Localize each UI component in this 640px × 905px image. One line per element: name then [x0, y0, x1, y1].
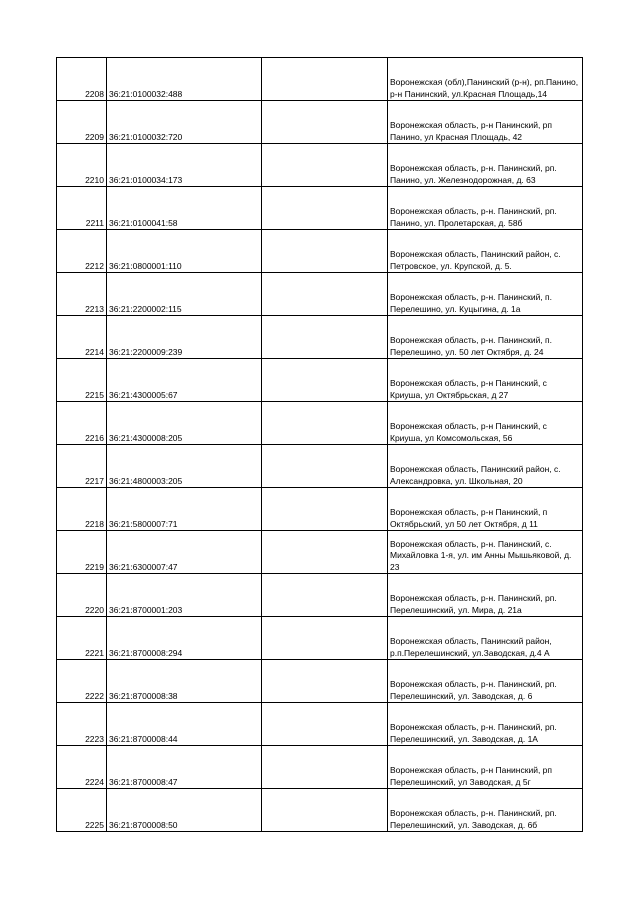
cadastral-number: 36:21:5800007:71 [107, 488, 262, 531]
cadastral-number: 36:21:0100032:488 [107, 58, 262, 101]
table-row [57, 316, 583, 359]
row-number: 2214 [57, 316, 107, 359]
table-row [57, 144, 583, 187]
address: Воронежская область, р-н Панинский, рп Перелешинский, ул Заводская, д 5г [388, 746, 583, 789]
cadastral-number: 36:21:4800003:205 [107, 445, 262, 488]
address: Воронежская область, р-н Панинский, с Криуша, ул Октябрьская, д 27 [388, 359, 583, 402]
empty-cell [262, 488, 388, 531]
address: Воронежская область, Панинский район, с. Петровское, ул. Крупской, д. 5. [388, 230, 583, 273]
table-row [57, 230, 583, 273]
row-number: 2216 [57, 402, 107, 445]
cadastral-number: 36:21:0100041:58 [107, 187, 262, 230]
table-row [57, 445, 583, 488]
cadastral-number: 36:21:4300008:205 [107, 402, 262, 445]
table-row [57, 187, 583, 230]
cadastral-number: 36:21:0100034:173 [107, 144, 262, 187]
cadastral-number: 36:21:4300005:67 [107, 359, 262, 402]
table-row [57, 273, 583, 316]
address: Воронежская область, р-н. Панинский, п. Перелешино, ул. Куцыгина, д. 1а [388, 273, 583, 316]
address: Воронежская область, р-н. Панинский, с. Михайловка 1-я, ул. им Анны Мышьяковой, д. 23 [388, 531, 583, 574]
cadastral-number: 36:21:8700008:44 [107, 703, 262, 746]
empty-cell [262, 101, 388, 144]
cadastral-number: 36:21:2200009:239 [107, 316, 262, 359]
data-table [56, 57, 583, 832]
empty-cell [262, 574, 388, 617]
cadastral-number: 36:21:0800001:110 [107, 230, 262, 273]
empty-cell [262, 273, 388, 316]
row-number: 2219 [57, 531, 107, 574]
address: Воронежская область, р-н. Панинский, рп. Перелешинский, ул. Заводская, д. 1А [388, 703, 583, 746]
cadastral-number: 36:21:8700001:203 [107, 574, 262, 617]
table-row [57, 574, 583, 617]
row-number: 2209 [57, 101, 107, 144]
table-row [57, 58, 583, 101]
address: Воронежская область, р-н. Панинский, рп. Панино, ул. Пролетарская, д. 58б [388, 187, 583, 230]
table-row [57, 488, 583, 531]
table-row [57, 359, 583, 402]
row-number: 2220 [57, 574, 107, 617]
cadastral-number: 36:21:2200002:115 [107, 273, 262, 316]
empty-cell [262, 531, 388, 574]
empty-cell [262, 230, 388, 273]
address: Воронежская область, Панинский район, с. Александровка, ул. Школьная, 20 [388, 445, 583, 488]
row-number: 2212 [57, 230, 107, 273]
empty-cell [262, 703, 388, 746]
row-number: 2215 [57, 359, 107, 402]
empty-cell [262, 316, 388, 359]
row-number: 2224 [57, 746, 107, 789]
address: Воронежская область, р-н. Панинский, рп. Перелешинский, ул. Мира, д. 21а [388, 574, 583, 617]
empty-cell [262, 445, 388, 488]
table-row [57, 703, 583, 746]
table-row [57, 789, 583, 832]
row-number: 2225 [57, 789, 107, 832]
row-number: 2210 [57, 144, 107, 187]
address: Воронежская область, р-н. Панинский, п. Перелешино, ул. 50 лет Октября, д. 24 [388, 316, 583, 359]
table-row [57, 402, 583, 445]
empty-cell [262, 789, 388, 832]
cadastral-number: 36:21:8700008:50 [107, 789, 262, 832]
address: Воронежская область, р-н. Панинский, рп. Перелешинский, ул. Заводская, д. 6 [388, 660, 583, 703]
row-number: 2208 [57, 58, 107, 101]
address: Воронежская (обл),Панинский (р-н), рп.Панино, р-н Панинский, ул.Красная Площадь,14 [388, 58, 583, 101]
empty-cell [262, 359, 388, 402]
cadastral-number: 36:21:6300007:47 [107, 531, 262, 574]
address: Воронежская область, р-н. Панинский, рп. Перелешинский, ул. Заводская, д. 6б [388, 789, 583, 832]
table-row [57, 101, 583, 144]
cadastral-number: 36:21:8700008:294 [107, 617, 262, 660]
row-number: 2222 [57, 660, 107, 703]
empty-cell [262, 58, 388, 101]
table-row [57, 660, 583, 703]
address: Воронежская область, Панинский район, р.п.Перелешинский, ул.Заводская, д.4 А [388, 617, 583, 660]
table-row [57, 531, 583, 574]
table-body [57, 58, 583, 832]
table-row [57, 746, 583, 789]
empty-cell [262, 144, 388, 187]
row-number: 2211 [57, 187, 107, 230]
empty-cell [262, 402, 388, 445]
empty-cell [262, 617, 388, 660]
empty-cell [262, 746, 388, 789]
cadastral-number: 36:21:0100032:720 [107, 101, 262, 144]
row-number: 2213 [57, 273, 107, 316]
row-number: 2221 [57, 617, 107, 660]
row-number: 2223 [57, 703, 107, 746]
empty-cell [262, 660, 388, 703]
row-number: 2217 [57, 445, 107, 488]
address: Воронежская область, р-н. Панинский, рп. Панино, ул. Железнодорожная, д. 63 [388, 144, 583, 187]
cadastral-number: 36:21:8700008:47 [107, 746, 262, 789]
table-row [57, 617, 583, 660]
cadastral-number: 36:21:8700008:38 [107, 660, 262, 703]
empty-cell [262, 187, 388, 230]
address: Воронежская область, р-н Панинский, рп Панино, ул Красная Площадь, 42 [388, 101, 583, 144]
address: Воронежская область, р-н Панинский, с Криуша, ул Комсомольская, 56 [388, 402, 583, 445]
row-number: 2218 [57, 488, 107, 531]
address: Воронежская область, р-н Панинский, п Октябрьский, ул 50 лет Октября, д 11 [388, 488, 583, 531]
